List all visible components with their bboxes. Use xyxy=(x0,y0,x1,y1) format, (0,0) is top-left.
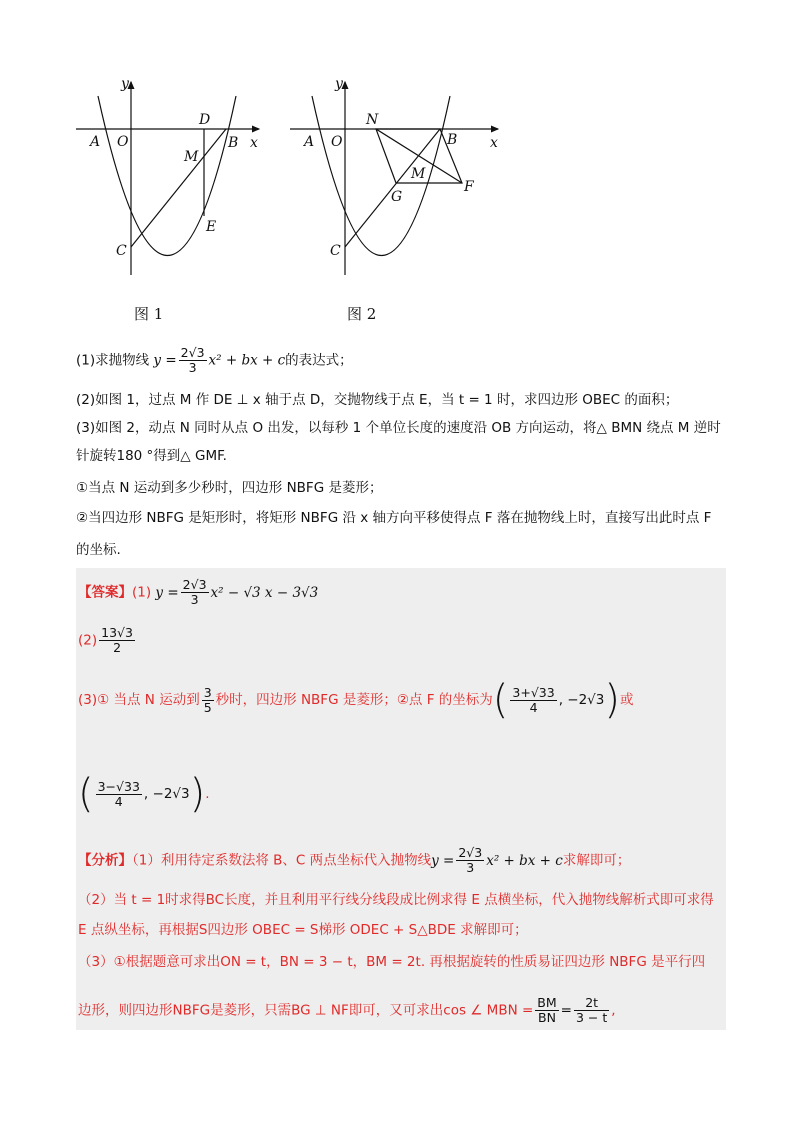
label-d: D xyxy=(199,112,211,128)
q1-prefix: (1)求抛物线 xyxy=(76,352,154,369)
question-part-2: (2)如图 1，过点 M 作 DE ⊥ x 轴于点 D，交抛物线于点 E，当 t = 1 时，求四边形 OBEC 的面积； xyxy=(76,392,679,408)
analysis-5-fraction-2 xyxy=(574,996,609,1025)
label-c: C xyxy=(116,243,127,259)
q1-suffix: 的表达式； xyxy=(285,352,353,369)
answer-line-1 xyxy=(78,578,318,607)
label-x: x xyxy=(250,135,258,151)
analysis-tag: 【分析】 xyxy=(78,852,132,869)
analysis-1-left: y = xyxy=(431,852,455,869)
label-n: N xyxy=(366,112,379,128)
label-o: O xyxy=(331,134,343,150)
analysis-5-eq: = xyxy=(560,1002,572,1019)
analysis-line-2: （2）当 t = 1时求得BC长度，并且利用平行线分线段成比例求得 E 点横坐标，代入抛物线解析式即可求得 xyxy=(78,892,714,908)
answer-2-fraction xyxy=(99,626,135,655)
q1-fraction xyxy=(179,346,207,375)
answer-3-pt1-den: 4 xyxy=(529,699,538,715)
answer-3-pt2-den: 4 xyxy=(114,793,123,809)
label-b: B xyxy=(447,132,458,148)
answer-3-pt1-y: , −2√3 xyxy=(558,692,605,708)
q1-frac-den: 3 xyxy=(188,360,197,375)
answer-3-mid: 秒时，四边形 NBFG 是菱形；②点 F 的坐标为 xyxy=(215,692,493,708)
answer-line-2 xyxy=(78,626,137,655)
answer-1-frac-num: 2√3 xyxy=(182,577,207,592)
answer-3-frac-den: 5 xyxy=(203,699,212,715)
analysis-5-f2-den: 3 − t xyxy=(575,1010,608,1025)
label-x: x xyxy=(490,135,498,151)
label-c: C xyxy=(330,243,341,259)
label-a: A xyxy=(304,134,315,150)
analysis-1-right: x² + bx + c xyxy=(486,852,563,869)
question-sub-2-line1: ②当四边形 NBFG 是矩形时，将矩形 NBFG 沿 x 轴方向平移使得点 F 落在抛物线上时，直接写出此时点 F xyxy=(76,510,712,526)
q1-frac-num: 2√3 xyxy=(180,345,205,360)
analysis-5-fraction-1 xyxy=(535,996,558,1025)
parabola xyxy=(312,96,450,256)
answer-3-pt1-num: 3+√33 xyxy=(512,684,555,700)
label-o: O xyxy=(117,134,129,150)
label-y: y xyxy=(121,76,129,92)
answer-3-prefix: (3)① 当点 N 运动到 xyxy=(78,692,200,708)
answer-1-left: y = xyxy=(155,584,179,601)
analysis-1-text: （1）利用待定系数法将 B、C 两点坐标代入抛物线 xyxy=(132,852,432,869)
answer-3-pt2-y: , −2√3 xyxy=(143,786,190,802)
q1-formula-right: x² + bx + c xyxy=(208,352,286,369)
answer-line-4 xyxy=(78,771,210,817)
answer-1-right: x² − √3 x − 3√3 xyxy=(210,584,319,601)
answer-3-end: . xyxy=(205,786,210,802)
analysis-line-4: （3）①根据题意可求出ON = t，BN = 3 − t，BM = 2t. 再根据旋转的性质易证四边形 NBFG 是平行四 xyxy=(78,954,706,970)
analysis-5-f2-num: 2t xyxy=(574,996,609,1011)
analysis-1-end: 求解即可； xyxy=(562,852,631,869)
answer-1-fraction xyxy=(181,578,209,607)
answer-3-point-2: ( $\frac{3-√33}{4}$ , −2√3) xyxy=(78,771,206,817)
question-sub-2-line2: 的坐标. xyxy=(76,542,121,558)
answer-line-3 xyxy=(78,677,634,723)
analysis-line-5 xyxy=(78,996,616,1025)
answer-3-frac-num: 3 xyxy=(203,684,212,700)
label-y: y xyxy=(335,76,343,92)
figure-1-caption: 图 1 xyxy=(134,305,164,323)
analysis-line-3: E 点纵坐标，再根据S四边形 OBEC = S梯形 ODEC + S△BDE 求解即可； xyxy=(78,922,528,938)
analysis-1-frac-num: 2√3 xyxy=(458,845,483,860)
analysis-1-frac-den: 3 xyxy=(466,860,475,875)
label-f: F xyxy=(464,179,474,195)
answer-2-prefix: (2) xyxy=(78,632,98,649)
answer-3-point-1: ( $\frac{3+√33}{4}$ , −2√3) xyxy=(492,677,620,723)
label-g: G xyxy=(391,189,403,205)
figure-1-diagram xyxy=(76,70,276,300)
question-sub-1: ①当点 N 运动到多少秒时，四边形 NBFG 是菱形； xyxy=(76,480,383,496)
label-a: A xyxy=(90,134,101,150)
answer-1-prefix: (1) xyxy=(132,584,152,601)
figure-2 xyxy=(290,70,510,300)
answer-3-point-1-x xyxy=(510,686,556,715)
question-part-1 xyxy=(76,346,353,375)
q1-formula-left: y = xyxy=(153,352,177,369)
figure-1 xyxy=(76,70,276,300)
label-m: M xyxy=(184,149,199,165)
answer-3-or: 或 xyxy=(620,692,634,708)
answer-3-fraction xyxy=(202,686,214,715)
answer-3-pt2-num: 3−√33 xyxy=(97,778,140,794)
analysis-5-f1-den: BN xyxy=(538,1010,556,1025)
analysis-5-f1-num: BM xyxy=(537,995,557,1010)
answer-tag: 【答案】 xyxy=(78,584,132,601)
analysis-5-end: , xyxy=(611,1002,616,1019)
answer-1-frac-den: 3 xyxy=(190,592,199,607)
figure-2-caption: 图 2 xyxy=(347,305,377,323)
question-part-3-line2: 针旋转180 °得到△ GMF. xyxy=(76,448,227,464)
analysis-line-1 xyxy=(78,846,630,875)
question-part-3-line1: (3)如图 2，动点 N 同时从点 O 出发，以每秒 1 个单位长度的速度沿 OB 方向运动，将△ BMN 绕点 M 逆时 xyxy=(76,420,721,436)
label-b: B xyxy=(228,135,239,151)
figure-2-diagram xyxy=(290,70,510,300)
answer-2-frac-num: 13√3 xyxy=(101,625,133,640)
label-e: E xyxy=(206,219,217,235)
analysis-1-fraction xyxy=(456,846,484,875)
answer-3-point-2-x xyxy=(96,780,142,809)
analysis-5-text: 边形，则四边形NBFG是菱形，只需BG ⊥ NF即可，又可求出cos ∠ MBN = xyxy=(78,1002,534,1019)
label-m: M xyxy=(411,166,426,182)
answer-2-frac-den: 2 xyxy=(113,640,122,655)
